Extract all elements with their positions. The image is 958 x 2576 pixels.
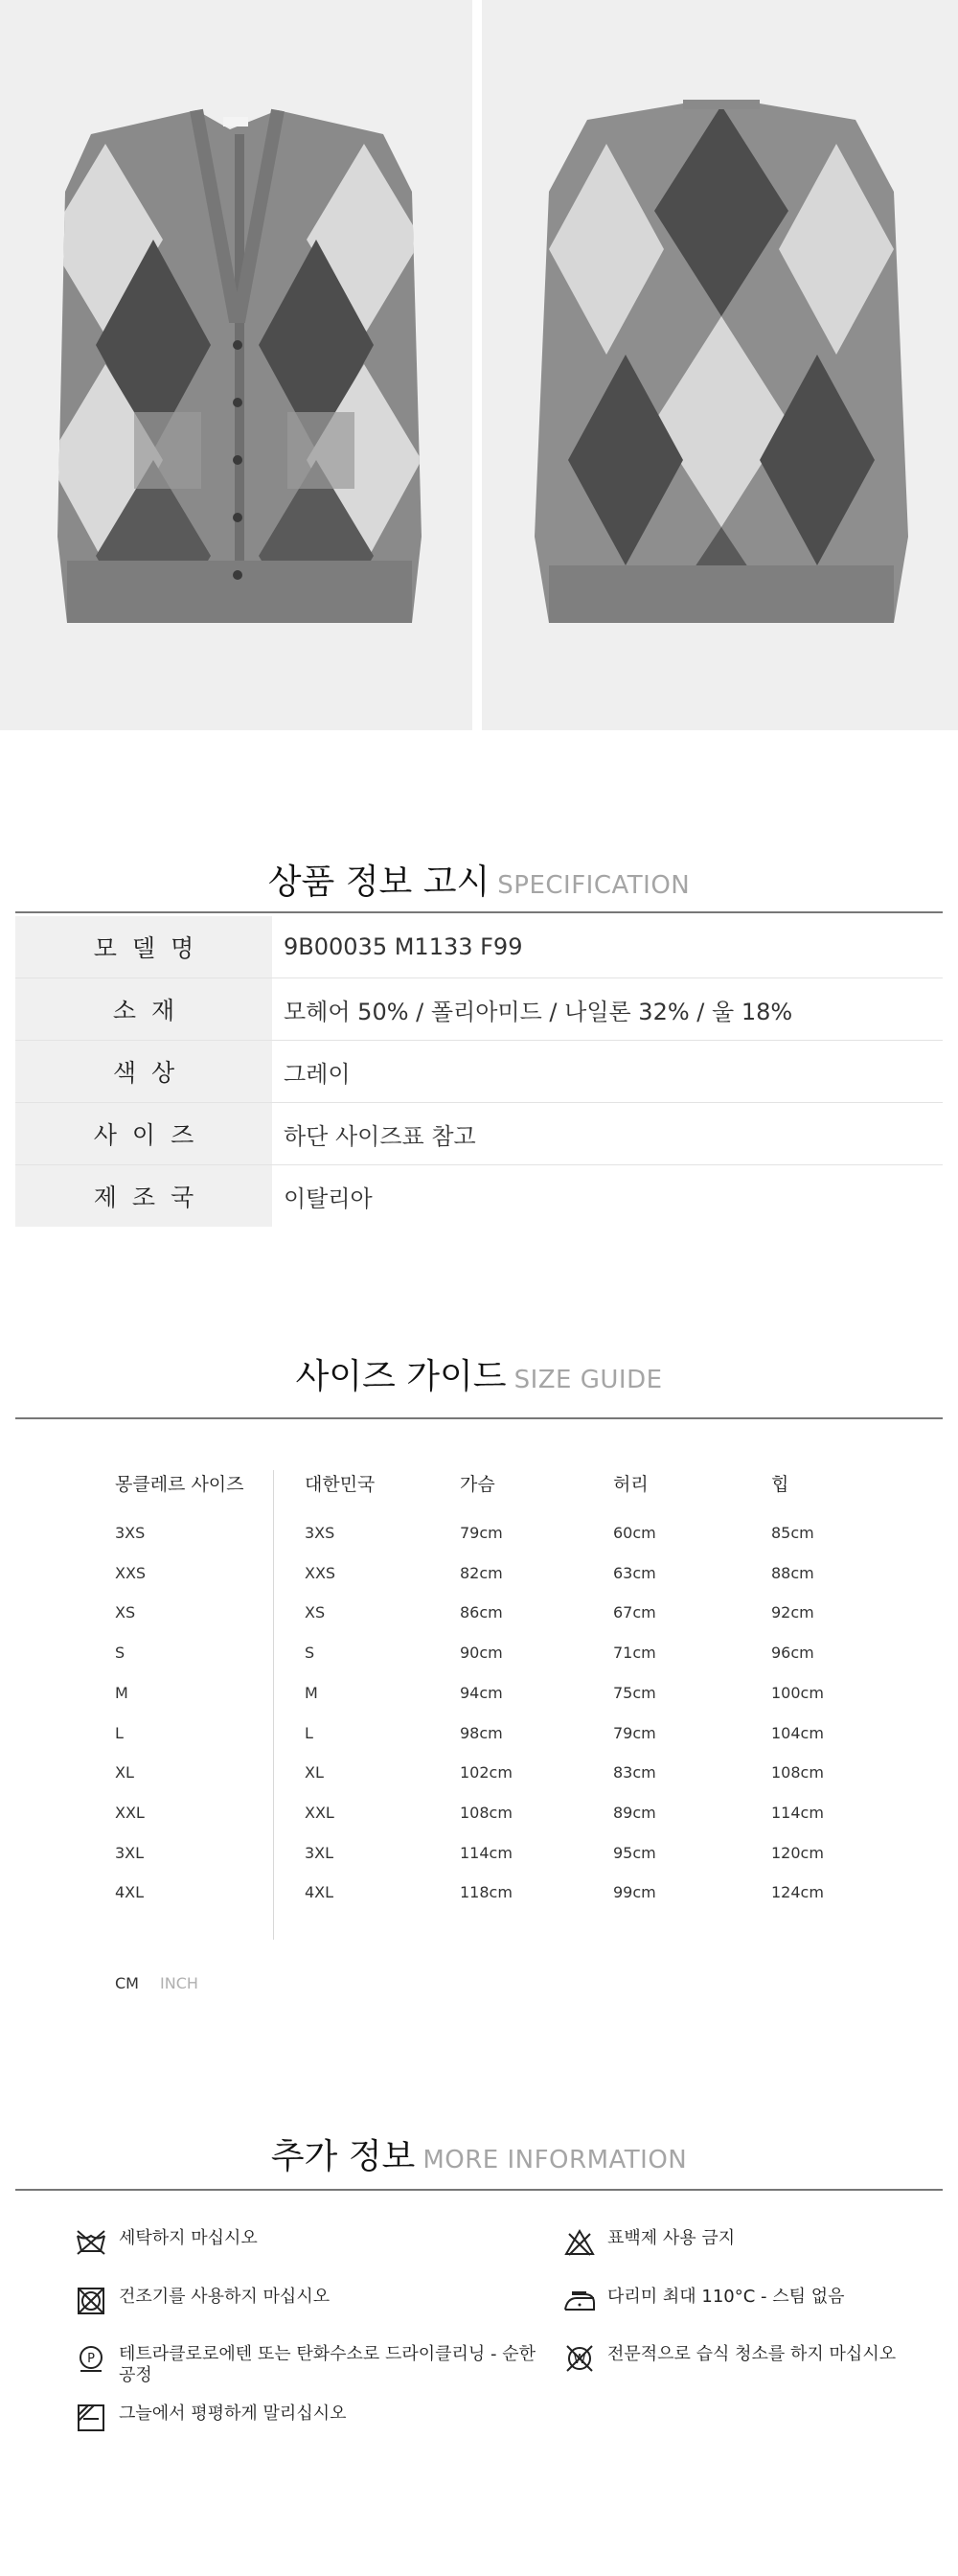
spec-label: 색상 xyxy=(15,1041,272,1102)
care-item xyxy=(563,2344,896,2373)
care-item xyxy=(563,2228,735,2257)
cell-waist: 63cm xyxy=(613,1563,656,1582)
cell-korea-size: 3XS xyxy=(305,1524,335,1542)
cell-hip: 88cm xyxy=(771,1563,814,1582)
care-text: 세탁하지 마십시오 xyxy=(119,2228,258,2248)
cell-chest: 86cm xyxy=(460,1603,503,1622)
no-tumble-dry-icon xyxy=(75,2287,107,2315)
cell-moncler-size: M xyxy=(115,1683,128,1702)
header-waist: 허리 xyxy=(613,1474,649,1495)
cell-moncler-size: XXS xyxy=(115,1563,147,1582)
product-photos xyxy=(0,0,958,730)
spec-title-en: SPECIFICATION xyxy=(497,871,691,900)
cell-hip: 114cm xyxy=(771,1803,824,1822)
spec-row-material xyxy=(15,978,943,1041)
cell-hip: 92cm xyxy=(771,1603,814,1622)
spec-label: 제조국 xyxy=(15,1165,272,1227)
cell-hip: 120cm xyxy=(771,1843,824,1862)
spec-label: 소재 xyxy=(15,978,272,1040)
cell-chest: 102cm xyxy=(460,1763,513,1782)
spec-value: 9B00035 M1133 F99 xyxy=(284,933,523,960)
spec-label: 사이즈 xyxy=(15,1103,272,1164)
cell-waist: 99cm xyxy=(613,1883,656,1902)
care-text: 다리미 최대 110°C - 스팀 없음 xyxy=(607,2287,845,2307)
cell-hip: 85cm xyxy=(771,1524,814,1542)
spec-title-ko: 상품 정보 고시 xyxy=(267,862,490,902)
spec-row-origin xyxy=(15,1165,943,1227)
cell-korea-size: 4XL xyxy=(305,1883,334,1902)
cell-hip: 104cm xyxy=(771,1723,824,1742)
care-text: 테트라클로로에텐 또는 탄화수소로 드라이클리닝 - 순한 공정 xyxy=(119,2344,536,2385)
care-text: 건조기를 사용하지 마십시오 xyxy=(119,2287,331,2307)
cell-hip: 100cm xyxy=(771,1683,824,1702)
cell-moncler-size: XL xyxy=(115,1763,134,1782)
more-divider xyxy=(15,2189,943,2191)
cell-chest: 98cm xyxy=(460,1723,503,1742)
cell-chest: 82cm xyxy=(460,1563,503,1582)
cell-korea-size: L xyxy=(305,1723,313,1742)
cell-moncler-size: S xyxy=(115,1644,125,1663)
cell-chest: 108cm xyxy=(460,1803,513,1822)
more-title-ko: 추가 정보 xyxy=(270,2137,416,2176)
no-bleach-icon xyxy=(563,2228,596,2257)
cell-chest: 94cm xyxy=(460,1683,503,1702)
cell-waist: 60cm xyxy=(613,1524,656,1542)
spec-row-size xyxy=(15,1103,943,1165)
cell-korea-size: M xyxy=(305,1683,318,1702)
size-title-ko: 사이즈 가이드 xyxy=(295,1357,507,1396)
care-text: 표백제 사용 금지 xyxy=(607,2228,736,2248)
more-title-en: MORE INFORMATION xyxy=(422,2146,688,2174)
spec-value: 하단 사이즈표 참고 xyxy=(284,1122,476,1150)
cell-waist: 83cm xyxy=(613,1763,656,1782)
cell-moncler-size: XS xyxy=(115,1603,136,1622)
spec-section-title xyxy=(0,855,958,904)
cell-waist: 71cm xyxy=(613,1644,656,1663)
cell-chest: 79cm xyxy=(460,1524,503,1542)
spec-row-color xyxy=(15,1041,943,1103)
care-item xyxy=(563,2287,845,2315)
cell-korea-size: XL xyxy=(305,1763,324,1782)
cell-chest: 90cm xyxy=(460,1644,503,1663)
spec-divider xyxy=(15,911,943,913)
header-korea-size: 대한민국 xyxy=(305,1474,376,1495)
cell-waist: 75cm xyxy=(613,1683,656,1702)
header-hip: 힙 xyxy=(771,1474,789,1495)
spec-value: 이탈리아 xyxy=(284,1184,373,1212)
cell-korea-size: 3XL xyxy=(305,1843,334,1862)
svg-text:P: P xyxy=(87,2352,95,2366)
spec-table xyxy=(15,916,943,1227)
size-title-en: SIZE GUIDE xyxy=(513,1366,663,1394)
cell-moncler-size: 3XL xyxy=(115,1843,145,1862)
dry-flat-shade-icon xyxy=(75,2404,107,2432)
care-item xyxy=(75,2287,330,2315)
size-divider xyxy=(15,1417,943,1419)
more-section-title xyxy=(0,2129,958,2178)
cell-moncler-size: L xyxy=(115,1723,124,1742)
spec-value: 모헤어 50% / 폴리아미드 / 나일론 32% / 울 18% xyxy=(284,998,793,1025)
cell-waist: 89cm xyxy=(613,1803,656,1822)
cell-hip: 108cm xyxy=(771,1763,824,1782)
header-moncler-size: 몽클레르 사이즈 xyxy=(115,1474,244,1495)
care-text: 전문적으로 습식 청소를 하지 마십시오 xyxy=(607,2344,897,2364)
cell-chest: 114cm xyxy=(460,1843,513,1862)
size-table-divider xyxy=(273,1470,274,1940)
cell-waist: 95cm xyxy=(613,1843,656,1862)
cell-waist: 67cm xyxy=(613,1603,656,1622)
no-wash-icon xyxy=(75,2228,107,2257)
cell-moncler-size: 3XS xyxy=(115,1524,146,1542)
cell-korea-size: XXL xyxy=(305,1803,334,1822)
svg-text:W: W xyxy=(573,2353,586,2367)
spec-label: 모델명 xyxy=(15,916,272,978)
cell-korea-size: XS xyxy=(305,1603,326,1622)
cardigan-back-photo xyxy=(482,0,958,730)
iron-110-icon xyxy=(563,2287,596,2315)
unit-inch-button[interactable]: INCH xyxy=(160,1974,198,1992)
care-item xyxy=(75,2404,347,2432)
care-item xyxy=(75,2228,258,2257)
spec-value: 그레이 xyxy=(284,1060,351,1088)
spec-row-model xyxy=(15,916,943,978)
no-wet-clean-icon xyxy=(563,2344,596,2373)
cardigan-front-photo xyxy=(0,0,472,730)
cell-korea-size: S xyxy=(305,1644,315,1663)
cell-moncler-size: 4XL xyxy=(115,1883,145,1902)
cell-korea-size: XXS xyxy=(305,1563,336,1582)
cell-hip: 96cm xyxy=(771,1644,814,1663)
cell-moncler-size: XXL xyxy=(115,1803,145,1822)
size-section-title xyxy=(0,1349,958,1398)
cell-chest: 118cm xyxy=(460,1883,513,1902)
care-item xyxy=(75,2344,540,2386)
dry-clean-p-icon xyxy=(75,2344,107,2373)
unit-cm-button[interactable]: CM xyxy=(115,1974,139,1992)
header-chest: 가슴 xyxy=(460,1474,495,1495)
care-text: 그늘에서 평평하게 말리십시오 xyxy=(119,2404,347,2424)
cell-waist: 79cm xyxy=(613,1723,656,1742)
cell-hip: 124cm xyxy=(771,1883,824,1902)
